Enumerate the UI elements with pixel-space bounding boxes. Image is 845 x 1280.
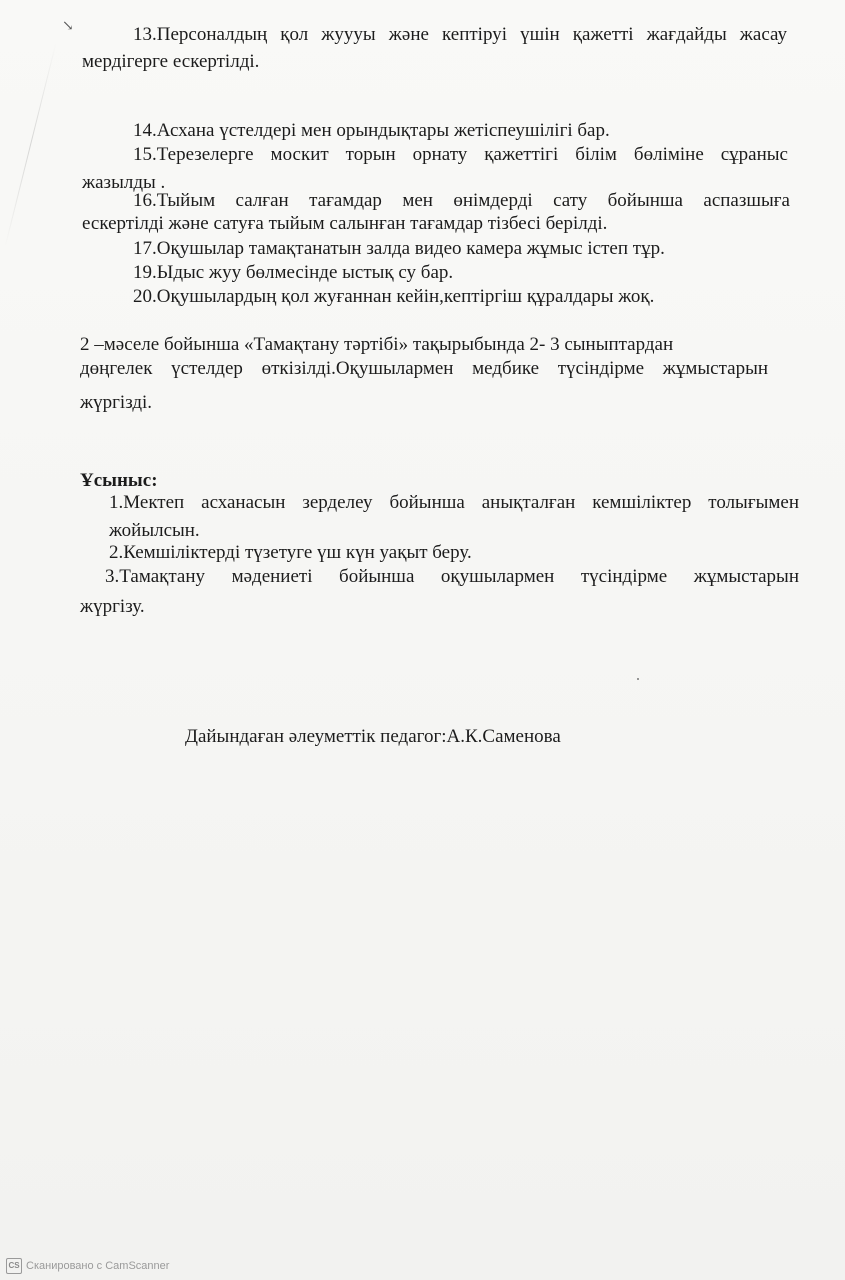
proposal-item3-line2: жүргізу. [80,596,145,617]
camscanner-watermark [6,1258,169,1274]
item-15-line2: жазылды . [82,172,166,193]
issue2-line3: жүргізді. [80,392,153,413]
item-17-line1: 17.Оқушылар тамақтанатын залда видео камера жұмыс істеп тұр. [133,238,665,259]
issue2-line2: дөңгелек үстелдер өткізілді.Оқушылармен медбике түсіндірме жұмыстарын [80,358,768,379]
proposal-item3-line1: 3.Тамақтану мәдениеті бойынша оқушылармен түсіндірме жұмыстарын [105,566,799,587]
item-14-line1: 14.Асхана үстелдері мен орындықтары жетіспеушілігі бар. [133,120,610,141]
item-19-line1: 19.Ыдыс жуу бөлмесінде ыстық су бар. [133,262,454,283]
paper-fold-shadow [5,43,57,247]
camscanner-logo-icon: CS [6,1258,22,1274]
proposal-item1-line2: жойылсын. [109,520,200,541]
item-20-line1: 20.Оқушылардың қол жуғаннан кейін,кептіргіш құралдары жоқ. [133,286,655,307]
proposal-item2-line1: 2.Кемшіліктерді түзетуге үш күн уақыт беру. [109,542,472,563]
item-13-line2: мердігерге ескертілді. [82,51,260,72]
item-16-line1: 16.Тыйым салған тағамдар мен өнімдерді сату бойынша аспазшыға [133,190,790,211]
corner-mark: ↘ [62,19,74,34]
speck [637,678,639,680]
issue2-line1: 2 –мәселе бойынша «Тамақтану тәртібі» тақырыбында 2- 3 сыныптардан [80,334,674,355]
camscanner-text: Сканировано с CamScanner [26,1260,170,1272]
proposal-heading: Ұсыныс: [80,470,158,491]
signature-line: Дайындаған әлеуметтік педагог:А.К.Саменова [185,726,561,747]
item-15-line1: 15.Терезелерге москит торын орнату қажеттігі білім бөліміне сұраныс [133,144,788,165]
item-16-line2: ескертілді және сатуға тыйым салынған тағамдар тізбесі берілді. [82,213,608,234]
proposal-item1-line1: 1.Мектеп асханасын зерделеу бойынша анықталған кемшіліктер толығымен [109,492,799,513]
item-13-line1: 13.Персоналдың қол жуууы және кептіруі үшін қажетті жағдайды жасау [133,24,787,45]
